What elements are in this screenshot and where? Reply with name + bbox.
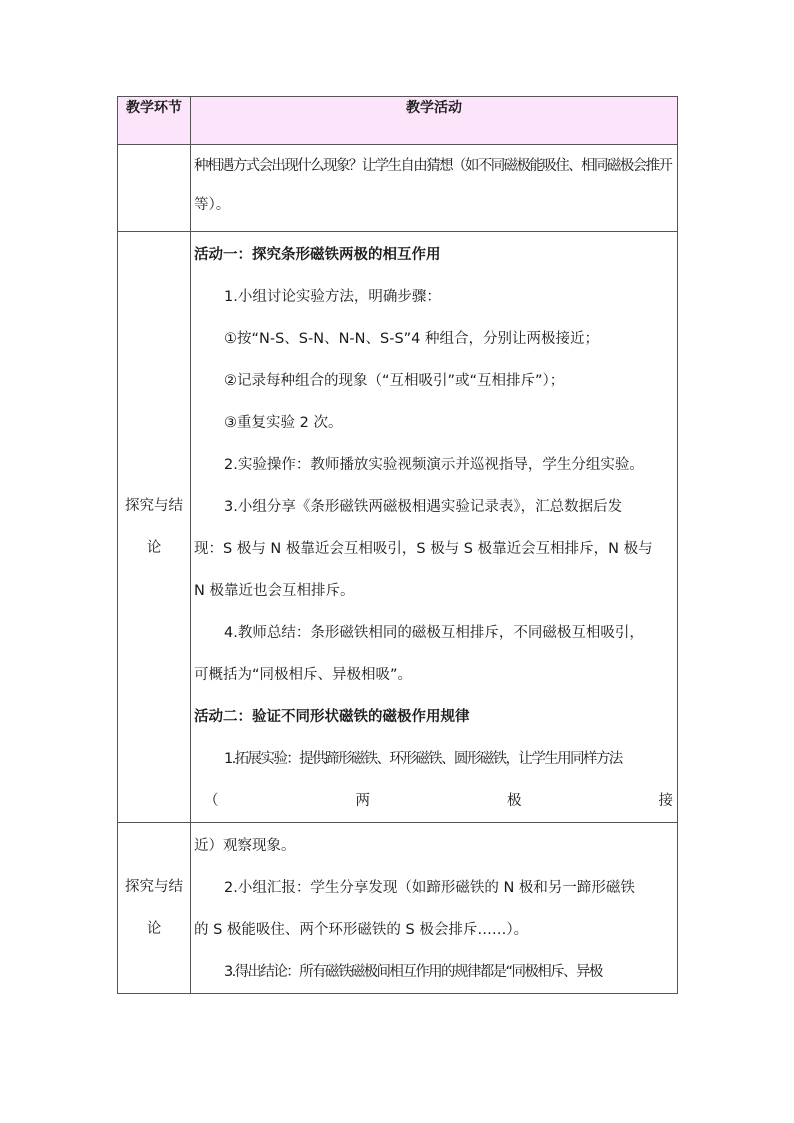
word: 极 — [507, 793, 522, 809]
header-activity: 教学活动 — [191, 97, 678, 145]
activity-line: 3.小组分享《条形磁铁两磁极相遇实验记录表》，汇总数据后发 — [224, 499, 623, 515]
stage-cell — [118, 823, 191, 994]
stage-label-line1: 探究与结 — [125, 879, 183, 895]
stage-label-line1: 探究与结 — [125, 498, 183, 514]
activity-line: 现：S 极与 N 极靠近会互相吸引，S 极与 S 极靠近会互相排斥，N 极与 — [194, 541, 653, 557]
word: （ — [204, 793, 219, 809]
activity-line: 3.得出结论：所有磁铁磁极间相互作用的规律都是“同极相斥、异极 — [224, 964, 602, 980]
activity-line: 2.实验操作：教师播放实验视频演示并巡视指导，学生分组实验。 — [224, 457, 644, 473]
table-row — [118, 823, 678, 994]
activity-line: 的 S 极能吸住、两个环形磁铁的 S 极会排斥……）。 — [194, 922, 529, 938]
activity-cell — [191, 823, 678, 994]
activity-line: 种相遇方式会出现什么现象？让学生自由猜想（如不同磁极能吸住、相同磁极会推开 — [194, 158, 672, 174]
table-row — [118, 232, 678, 823]
activity-heading: 活动二：验证不同形状磁铁的磁极作用规律 — [194, 709, 470, 725]
header-stage: 教学环节 — [118, 97, 191, 145]
stage-cell — [118, 145, 191, 232]
word: 接 — [658, 793, 673, 809]
stage-label-line2: 论 — [146, 921, 162, 937]
stage-cell — [118, 232, 191, 823]
word: 两 — [355, 793, 370, 809]
activity-line: ②记录每种组合的现象（“互相吸引”或“互相排斥”）； — [224, 373, 565, 389]
activity-line: N 极靠近也会互相排斥。 — [194, 583, 355, 599]
table-row — [118, 145, 678, 232]
stage-label-line2: 论 — [146, 540, 162, 556]
activity-line: ①按“N-S、S-N、N-N、S-S”4 种组合，分别让两极接近； — [224, 331, 599, 347]
activity-line: ③重复实验 2 次。 — [224, 415, 343, 431]
activity-line: 1.小组讨论实验方法，明确步骤： — [224, 289, 441, 305]
activity-line: 等）。 — [194, 197, 231, 213]
lesson-plan-table — [117, 96, 678, 994]
table-header-row — [118, 97, 678, 145]
activity-cell — [191, 232, 678, 823]
activity-line: 4.教师总结：条形磁铁相同的磁极互相排斥，不同磁极互相吸引， — [224, 625, 644, 641]
activity-cell — [191, 145, 678, 232]
activity-line: 2.小组汇报：学生分享发现（如蹄形磁铁的 N 极和另一蹄形磁铁 — [224, 880, 635, 896]
activity-line: 可概括为“同极相斥、异极相吸”。 — [194, 667, 413, 683]
activity-line: 1.拓展实验：提供蹄形磁铁、环形磁铁、圆形磁铁，让学生用同样方法 — [224, 751, 622, 767]
activity-heading: 活动一：探究条形磁铁两极的相互作用 — [194, 247, 441, 263]
activity-line: 近）观察现象。 — [194, 838, 296, 854]
activity-line-justified — [194, 780, 677, 822]
